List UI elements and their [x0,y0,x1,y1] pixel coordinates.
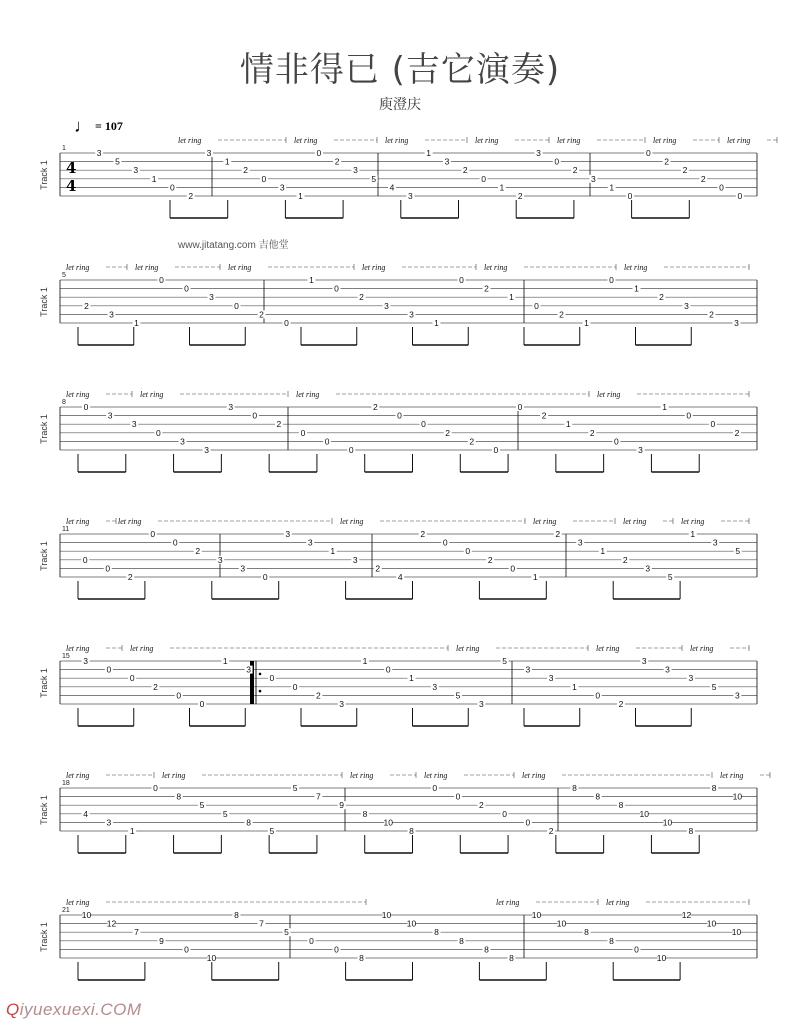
measure-number: 5 [62,272,66,279]
fret-number: 3 [645,563,651,574]
fret-number: 10 [639,808,649,819]
fret-number: 3 [180,436,185,447]
let-ring-marker: let ring [228,263,252,272]
fret-number: 1 [151,173,157,184]
fret-number: 5 [284,927,289,938]
fret-number: 0 [105,563,111,574]
fret-number: 1 [134,318,139,328]
fret-number: 0 [252,410,258,421]
fret-number: 0 [421,419,426,430]
let-ring-marker: let ring [624,263,648,272]
fret-number: 5 [115,156,120,167]
let-ring-marker: let ring [653,136,677,145]
fret-number: 3 [353,165,358,176]
fret-number: 0 [502,808,507,819]
fret-number: 3 [577,537,583,548]
fret-number: 8 [362,808,368,819]
fret-number: 0 [609,275,614,285]
fret-number: 0 [455,791,461,802]
fret-number: 0 [324,436,330,447]
fret-number: 10 [381,910,392,920]
fret-number: 1 [572,681,577,692]
fret-number: 3 [638,445,643,455]
measure-number: 18 [62,780,70,787]
let-ring-marker: let ring [475,136,499,145]
fret-number: 8 [484,944,489,955]
fret-number: 3 [409,309,414,320]
fret-number: 3 [109,309,114,320]
fret-number: 0 [106,664,112,675]
let-ring-marker: let ring [66,517,90,526]
fret-number: 0 [334,283,339,294]
fret-number: 8 [234,910,239,920]
fret-number: 3 [285,529,291,539]
fret-number: 10 [531,910,542,920]
fret-number: 0 [316,148,322,158]
fret-number: 0 [199,699,205,709]
fret-number: 10 [732,791,743,802]
song-title: 情非得已 (吉它演奏) [239,50,561,90]
fret-number: 3 [96,148,102,158]
fret-number: 2 [709,309,714,320]
let-ring-marker: let ring [385,136,409,145]
let-ring-marker: let ring [130,644,154,653]
fret-number: 0 [300,427,306,438]
fret-number: 3 [209,292,214,303]
fret-number: 1 [690,529,696,539]
fret-number: 0 [510,563,516,574]
fret-number: 5 [269,826,275,836]
fret-number: 0 [153,783,158,793]
fret-number: 0 [517,402,523,412]
let-ring-marker: let ring [294,136,318,145]
fret-number: 0 [129,673,135,684]
fret-number: 3 [536,148,541,158]
fret-number: 3 [246,664,251,675]
fret-number: 7 [134,927,139,938]
fret-number: 3 [684,300,689,311]
fret-number: 1 [309,275,314,285]
fret-number: 0 [627,191,633,201]
let-ring-marker: let ring [496,898,520,907]
fret-number: 3 [240,563,246,574]
fret-number: 5 [292,783,298,793]
fret-number: 3 [591,173,596,184]
let-ring-marker: let ring [340,517,364,526]
let-ring-marker: let ring [66,898,90,907]
fret-number: 3 [206,148,212,158]
track-label: Track 1 [39,795,49,825]
fret-number: 2 [359,292,364,303]
fret-number: 2 [462,165,468,176]
fret-number: 0 [385,664,391,675]
website-watermark: www.jitatang.com 吉他堂 [178,240,289,251]
fret-number: 7 [316,791,321,802]
fret-number: 0 [525,817,531,828]
let-ring-marker: let ring [597,390,621,399]
fret-number: 0 [184,283,189,294]
fret-number: 1 [565,419,571,430]
fret-number: 1 [609,182,615,193]
fret-number: 1 [634,283,639,294]
fret-number: 12 [681,910,692,920]
fret-number: 0 [465,546,471,557]
fret-number: 0 [442,537,448,548]
fret-number: 2 [195,546,201,557]
fret-number: 5 [735,546,741,557]
fret-number: 12 [106,918,117,929]
footer-watermark [6,1000,142,1020]
fret-number: 0 [82,554,88,565]
fret-number: 0 [710,419,716,430]
fret-number: 0 [334,944,339,955]
fret-number: 3 [339,699,345,709]
fret-number: 8 [572,783,577,793]
tab-system [39,517,757,599]
time-signature-bottom: 4 [66,177,77,195]
let-ring-marker: let ring [690,644,714,653]
tab-system [39,136,777,218]
fret-number: 2 [375,563,381,574]
fret-number: 3 [204,445,209,455]
fret-number: 3 [217,554,223,565]
fret-number: 2 [259,309,264,320]
let-ring-marker: let ring [557,136,581,145]
fret-number: 10 [383,817,393,828]
let-ring-marker: let ring [606,898,630,907]
time-signature-top: 4 [66,159,77,177]
fret-number: 8 [509,953,514,963]
fret-number: 2 [572,165,578,176]
fret-number: 0 [493,445,499,455]
fret-number: 8 [584,927,589,938]
fret-number: 3 [734,318,739,328]
fret-number: 10 [206,953,217,963]
fret-number: 2 [659,292,664,303]
fret-number: 2 [127,572,133,582]
fret-number: 7 [259,918,264,929]
fret-number: 10 [706,918,717,929]
footer-brand-q: Q [6,1000,20,1019]
fret-number: 2 [276,419,282,430]
fret-number: 2 [548,826,554,836]
fret-number: 3 [352,554,358,565]
fret-number: 1 [362,656,368,666]
fret-number: 1 [222,656,228,666]
fret-number: 2 [243,165,248,176]
fret-number: 10 [556,918,567,929]
let-ring-marker: let ring [681,517,705,526]
fret-number: 9 [159,935,164,946]
fret-number: 2 [682,165,688,176]
fret-number: 10 [406,918,417,929]
fret-number: 2 [372,402,378,412]
fret-number: 8 [618,800,624,811]
fret-number: 1 [426,148,432,158]
fret-number: 1 [409,673,414,684]
let-ring-marker: let ring [66,771,90,780]
fret-number: 8 [246,817,251,828]
fret-number: 2 [559,309,564,320]
let-ring-marker: let ring [362,263,386,272]
measure-number: 8 [62,399,66,406]
fret-number: 3 [665,664,670,675]
fret-number: 0 [481,173,486,184]
track-label: Track 1 [39,668,49,698]
fret-number: 0 [554,156,560,167]
fret-number: 4 [83,808,89,819]
tab-system [39,644,757,726]
fret-number: 1 [532,572,538,582]
let-ring-marker: let ring [533,517,557,526]
fret-number: 0 [534,300,539,311]
fret-number: 0 [719,182,724,193]
fret-number: 3 [107,410,113,421]
track-label: Track 1 [39,541,49,571]
tempo-value: = 107 [95,119,123,133]
quarter-note-icon: ♩ [74,116,92,136]
fret-number: 1 [330,546,336,557]
composer-name: 庾澄庆 [379,97,421,113]
let-ring-marker: let ring [118,517,142,526]
fret-number: 5 [502,656,507,666]
tab-system [39,898,757,980]
fret-number: 8 [176,791,182,802]
fret-number: 9 [339,800,345,811]
fret-number: 10 [662,817,673,828]
fret-number: 2 [469,436,475,447]
fret-number: 2 [487,554,493,565]
fret-number: 0 [156,427,161,438]
let-ring-marker: let ring [162,771,186,780]
fret-number: 3 [131,419,137,430]
fret-number: 2 [188,191,194,201]
fret-number: 0 [686,410,692,421]
fret-number: 3 [228,402,234,412]
fret-number: 3 [83,656,89,666]
fret-number: 0 [309,935,314,946]
fret-number: 8 [609,935,614,946]
track-label: Track 1 [39,414,49,444]
fret-number: 8 [459,935,464,946]
fret-number: 2 [734,427,740,438]
fret-number: 2 [589,427,595,438]
repeat-dot [259,690,262,693]
fret-number: 2 [618,699,624,709]
let-ring-marker: let ring [456,644,480,653]
let-ring-marker: let ring [66,644,90,653]
fret-number: 0 [234,300,239,311]
fret-number: 2 [700,173,706,184]
fret-number: 2 [622,554,628,565]
fret-number: 5 [455,690,461,701]
track-label: Track 1 [39,922,49,952]
fret-number: 1 [499,182,505,193]
fret-number: 8 [409,826,414,836]
fret-number: 0 [261,173,267,184]
tab-system [39,263,757,345]
fret-number: 1 [600,546,606,557]
fret-number: 0 [150,529,156,539]
repeat-dot [259,673,262,676]
fret-number: 0 [159,275,164,285]
fret-number: 5 [667,572,673,582]
fret-number: 0 [269,673,275,684]
fret-number: 0 [172,537,178,548]
fret-number: 10 [81,910,92,920]
tab-system [39,390,757,472]
fret-number: 1 [224,156,230,167]
fret-number: 0 [595,690,601,701]
fret-number: 0 [459,275,464,285]
fret-number: 3 [641,656,647,666]
fret-number: 2 [334,156,340,167]
fret-number: 2 [153,681,158,692]
let-ring-marker: let ring [623,517,647,526]
let-ring-marker: let ring [484,263,508,272]
fret-number: 0 [83,402,89,412]
fret-number: 4 [397,572,403,582]
fret-number: 8 [711,783,717,793]
fret-number: 0 [645,148,651,158]
fret-number: 0 [292,681,298,692]
let-ring-marker: let ring [720,771,744,780]
fret-number: 0 [284,318,289,328]
fret-number: 10 [656,953,667,963]
fret-number: 1 [298,191,303,201]
fret-number: 0 [170,182,175,193]
fret-number: 8 [359,953,364,963]
measure-number: 15 [62,653,70,660]
fret-number: 5 [371,173,377,184]
let-ring-marker: let ring [596,644,620,653]
fret-number: 0 [737,191,743,201]
footer-brand-rest: iyuexuexi.COM [19,1000,142,1019]
fret-number: 8 [434,927,439,938]
measure-number: 11 [62,526,70,533]
fret-number: 1 [509,292,514,303]
fret-number: 2 [84,300,89,311]
fret-number: 8 [595,791,601,802]
fret-number: 0 [432,783,438,793]
fret-number: 3 [279,182,285,193]
fret-number: 10 [731,927,742,938]
fret-number: 3 [407,191,413,201]
fret-number: 3 [712,537,718,548]
measure-number: 1 [62,145,66,152]
fret-number: 2 [316,690,321,701]
fret-number: 2 [541,410,547,421]
fret-number: 1 [584,318,589,328]
fret-number: 0 [184,944,189,955]
let-ring-marker: let ring [66,263,90,272]
let-ring-marker: let ring [522,771,546,780]
let-ring-marker: let ring [296,390,320,399]
fret-number: 3 [478,699,484,709]
fret-number: 0 [634,944,639,955]
fret-number: 5 [222,808,228,819]
fret-number: 3 [734,690,740,701]
fret-number: 2 [445,427,451,438]
fret-number: 5 [711,681,717,692]
fret-number: 3 [133,165,139,176]
fret-number: 3 [384,300,389,311]
fret-number: 2 [517,191,523,201]
fret-number: 8 [688,826,694,836]
let-ring-marker: let ring [135,263,159,272]
let-ring-marker: let ring [66,390,90,399]
track-label: Track 1 [39,160,49,190]
fret-number: 3 [444,156,450,167]
fret-number: 1 [662,402,667,412]
fret-number: 2 [420,529,426,539]
tab-system [39,771,770,853]
let-ring-marker: let ring [424,771,448,780]
fret-number: 0 [262,572,268,582]
fret-number: 3 [548,673,554,684]
fret-number: 3 [307,537,313,548]
let-ring-marker: let ring [178,136,202,145]
let-ring-marker: let ring [727,136,751,145]
measure-number: 21 [62,907,70,914]
fret-number: 1 [129,826,135,836]
fret-number: 3 [432,681,438,692]
fret-number: 2 [555,529,561,539]
fret-number: 0 [397,410,402,421]
fret-number: 5 [199,800,205,811]
fret-number: 2 [664,156,669,167]
track-label: Track 1 [39,287,49,317]
fret-number: 3 [688,673,694,684]
fret-number: 2 [484,283,489,294]
fret-number: 0 [614,436,619,447]
fret-number: 1 [434,318,439,328]
fret-number: 2 [478,800,484,811]
fret-number: 3 [525,664,531,675]
let-ring-marker: let ring [350,771,374,780]
fret-number: 3 [106,817,112,828]
let-ring-marker: let ring [140,390,164,399]
fret-number: 0 [176,690,182,701]
fret-number: 0 [348,445,354,455]
fret-number: 4 [389,182,395,193]
